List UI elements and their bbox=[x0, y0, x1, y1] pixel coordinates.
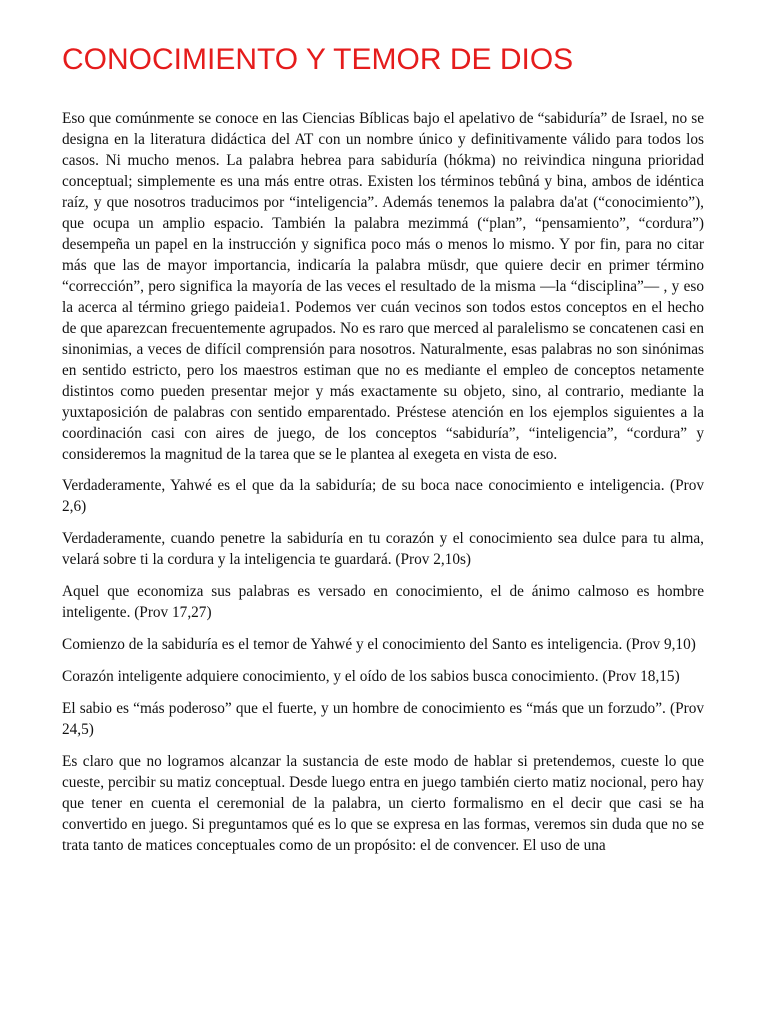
quote-prov-9-10: Comienzo de la sabiduría es el temor de Yahwé y el conocimiento del Santo es inteligencia. (Prov 9,10) bbox=[62, 636, 696, 653]
closing-paragraph: Es claro que no logramos alcanzar la sustancia de este modo de hablar si pretendemos, cueste lo que cueste, percibir su matiz conceptual. Desde luego entra en juego también cierto matiz nocional, pero hay que tener en cuenta el ceremonial de la palabra, un cierto formalismo en el decir que casi se ha convertido en juego. Si preguntamos qué es lo que se expresa en las formas, veremos sin duda que no se trata tanto de matices conceptuales como de un propósito: el de convencer. El uso de una bbox=[62, 753, 704, 854]
quote-prov-2-10s: Verdaderamente, cuando penetre la sabiduría en tu corazón y el conocimiento sea dulce para tu alma, velará sobre ti la cordura y la inteligencia te guardará. (Prov 2,10s) bbox=[62, 530, 704, 568]
quote-prov-18-15: Corazón inteligente adquiere conocimiento, y el oído de los sabios busca conocimiento. (Prov 18,15) bbox=[62, 668, 680, 685]
quote-prov-2-6: Verdaderamente, Yahwé es el que da la sabiduría; de su boca nace conocimiento e inteligencia. (Prov 2,6) bbox=[62, 477, 704, 515]
quote-prov-24-5: El sabio es “más poderoso” que el fuerte, y un hombre de conocimiento es “más que un forzudo”. (Prov 24,5) bbox=[62, 700, 704, 738]
intro-paragraph: Eso que comúnmente se conoce en las Ciencias Bíblicas bajo el apelativo de “sabiduría” de Israel, no se designa en la literatura didáctica del AT con un nombre único y definitivamente válido para todos los casos. Ni mucho menos. La palabra hebrea para sabiduría (hókma) no reivindica ninguna prioridad conceptual; simplemente es una más entre otras. Existen los términos tebûná y bina, ambos de idéntica raíz, y que nosotros traducimos por “inteligencia”. Además tenemos la palabra da'at (“conocimiento”), que ocupa un amplio espacio. También la palabra mezimmá (“plan”, “pensamiento”, “cordura”) desempeña un papel en la instrucción y significa poco más o menos lo mismo. Y por fin, para no citar más que las de mayor importancia, indicaría la palabra müsdr, que quiere decir en primer término “corrección”, pero significa la mayoría de las veces el resultado de la misma —la “disciplina”— , y eso la acerca al término griego paideia1. Podemos ver cuán vecinos son todos estos conceptos en el hecho de que aparezcan frecuentemente agrupados. No es raro que merced al paralelismo se concatenen casi en sinonimias, a veces de difícil comprensión para nosotros. Naturalmente, esas palabras no son sinónimas en sentido estricto, pero los maestros estiman que no es mediante el empleo de conceptos netamente distintos como pueden presentar mejor y más exactamente su objeto, sino, al contrario, mediante la yuxtaposición de palabras con sentido emparentado. Préstese atención en los ejemplos siguientes a la coordinación casi con aires de juego, de los conceptos “sabiduría”, “inteligencia”, “cordura” y consideremos la magnitud de la tarea que se le plantea al exegeta en vista de eso. bbox=[62, 110, 704, 463]
quote-prov-17-27: Aquel que economiza sus palabras es versado en conocimiento, el de ánimo calmoso es hombre inteligente. (Prov 17,27) bbox=[62, 583, 704, 621]
document-title: CONOCIMIENTO Y TEMOR DE DIOS bbox=[62, 43, 574, 76]
